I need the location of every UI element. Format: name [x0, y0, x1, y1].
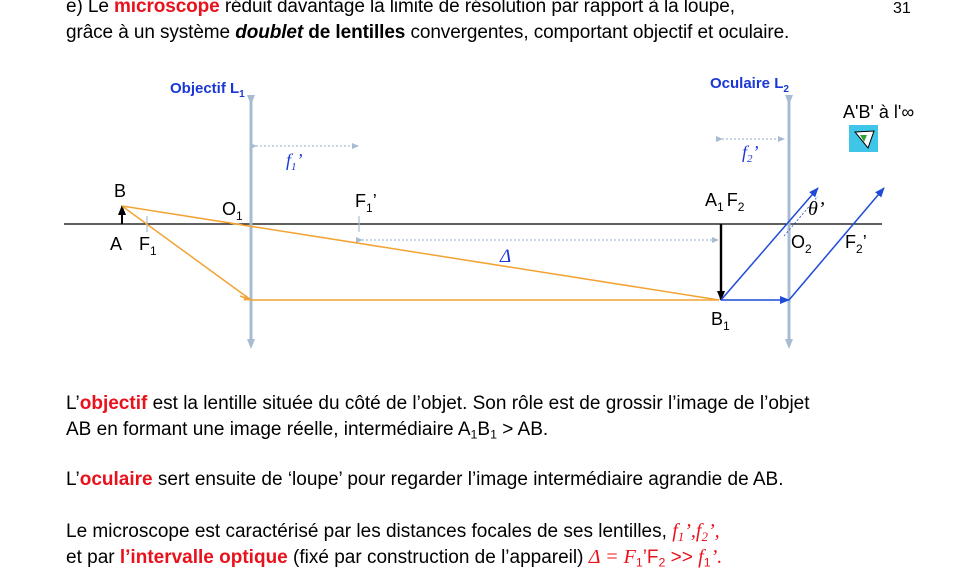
A-label: A — [110, 234, 123, 254]
oculaire-label: Oculaire $L_2$ — [710, 75, 789, 95]
header-text: e) Le — [66, 0, 114, 17]
eye-icon — [849, 125, 878, 152]
f2-symbol: $f_2$’, — [695, 520, 720, 544]
objectif-paragraph-line-2: AB en formant une image réelle, intermédiaire $A_1B_1$ > AB. — [66, 419, 549, 442]
header-text: convergentes, comportant objectif et oculaire. — [405, 22, 790, 43]
objectif-label: Objectif $L_1$ — [170, 80, 245, 100]
f1-symbol: $f_1$’, — [672, 520, 696, 544]
O1-label: $O_1$ — [222, 199, 243, 223]
f1-prime-label: $f_1$’ — [286, 150, 303, 173]
page-number: 31 — [893, 0, 911, 17]
delta-label: Δ — [500, 246, 512, 267]
O2-label: $O_2$ — [791, 232, 812, 256]
F1-prime-label: $F_1$’ — [355, 191, 377, 215]
objectif-paragraph-line-1: L’objectif est la lentille située du côté de l’objet. Son rôle est de grossir l’image de l’objet — [66, 393, 810, 414]
ray-through-O1 — [122, 206, 719, 300]
B-label: B — [114, 181, 127, 201]
doublet-term: doublet — [235, 22, 304, 43]
header-text: grâce à un système — [66, 22, 236, 43]
oculaire-term: oculaire — [79, 469, 153, 490]
intervalle-optique-term: l’intervalle optique — [119, 547, 288, 568]
microscope-term: microscope — [114, 0, 220, 17]
image-infinity-label: A'B' à l'∞ — [843, 102, 915, 122]
caracteristics-line-1: Le microscope est caractérisé par les distances focales de ses lentilles, $f_1’,f_2$’, — [66, 520, 720, 544]
F2-prime-label: $F_2$’ — [845, 232, 867, 256]
A1-F2-label: $A_1$ $F_2$ — [705, 190, 745, 214]
objectif-term: objectif — [79, 393, 148, 414]
f2-prime-label: $f_2$’ — [742, 142, 759, 165]
theta-prime-label: θ’ — [808, 198, 825, 220]
oculaire-paragraph: L’oculaire sert ensuite de ‘loupe’ pour regarder l’image intermédiaire agrandie de AB. — [66, 469, 784, 490]
lentilles-term: de lentilles — [303, 22, 406, 43]
F1-label: $F_1$ — [139, 234, 157, 258]
B1-label: $B_1$ — [711, 309, 730, 333]
header-text: réduit davantage la limite de résolution par rapport à la loupe, — [219, 0, 735, 17]
delta-formula: $\Delta = F_1’F_2 >> f_1$’. — [588, 546, 723, 570]
caracteristics-line-2: et par l’intervalle optique (fixé par construction de l’appareil) $\Delta = F_1’F_2 >> f_1$’. — [66, 546, 723, 570]
